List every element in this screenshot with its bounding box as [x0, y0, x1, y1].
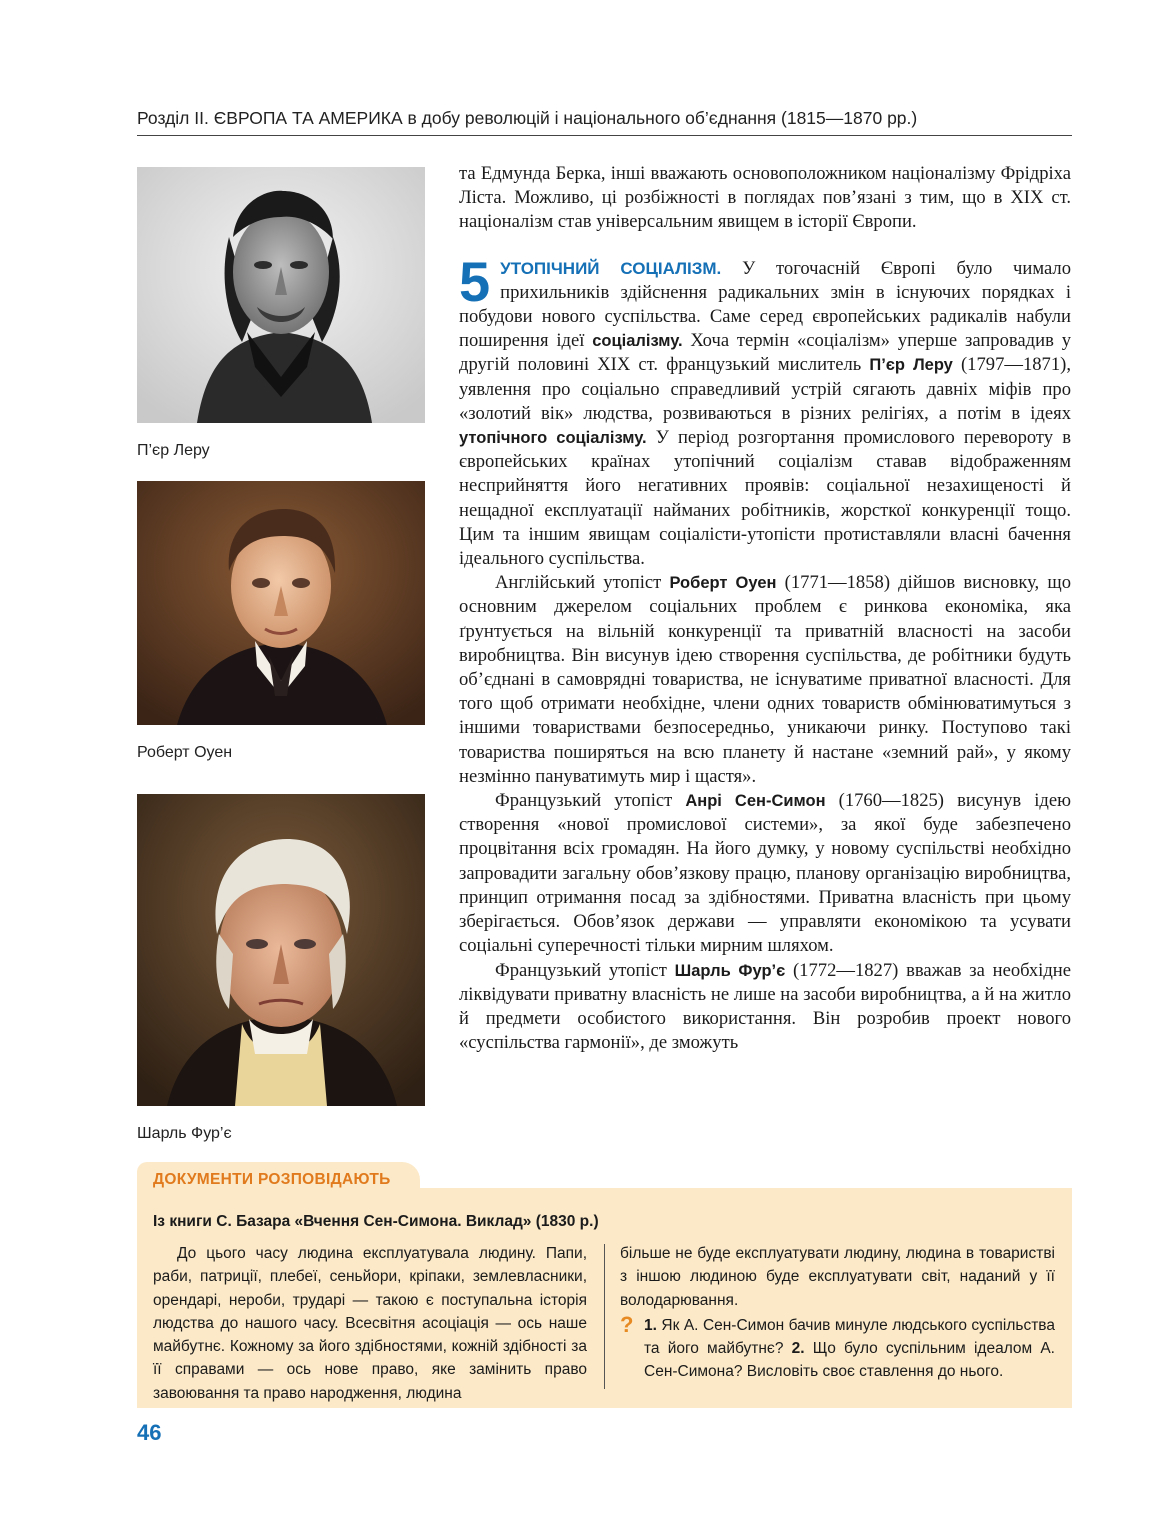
document-title: Із книги С. Базара «Вчення Сен-Симона. Виклад» (1830 р.)	[153, 1213, 599, 1230]
documents-box	[137, 1188, 1072, 1408]
name-saint-simon: Анрі Сен-Симон	[685, 792, 826, 811]
socialism-paragraph: 5 УТОПІЧНИЙ СОЦІАЛІЗМ. У тогочасній Європі було чимало прихильників здійснення радикальних змін в існуючих порядках і побудови нового суспільства. Саме серед європейських радикалів набули поширення ідеї соціалізму. Хоча термін «соціалізм» уперше запровадив у другій половині ХІХ ст. французький мислитель П’єр Леру (1797—1871), уявлення про соціально справедливий устрій сягають давніх міфів про «золотий вік» людства, розвиваються в різних релігіях, а потім в ідеях утопічного соціалізму. У період розгортання промислового перевороту в європейських країнах утопічний соціалізм ставав відображенням несприйняття його негативних проявів: соціальної незахищеності й нещадної експлуатації найманих робітників, жорсткої конкуренції тощо. Цим та іншим явищам соціалісти-утопісти протиставляли власні бачення ідеального суспільства.	[459, 249, 1071, 570]
questions-block	[620, 1311, 1055, 1384]
main-text-column	[459, 162, 1071, 1055]
saint-simon-paragraph: Французький утопіст Анрі Сен-Симон (1760—1825) висунув ідею створення «нової промислової системи», за якої буде забезпечено процвітання всіх громадян. На його думку, у новому суспільстві необхідно запровадити загальну обов’язкову працю, планову організацію виробництва, принцип отримання посад за здібностями. Приватна власність при цьому зберігається. Обов’язок держави — управляти економікою та усувати соціальні суперечності тільки мирним шляхом.	[459, 790, 1071, 957]
page-number: 46	[137, 1420, 162, 1445]
question-1-text: Як А. Сен-Симон бачив минуле людського суспільства та його майбутнє?	[644, 1316, 1055, 1358]
intro-paragraph: та Едмунда Берка, інші вважають основоположником націоналізму Фрідріха Ліста. Можливо, ці розбіжності в поглядах пов’язані з тим, що в ХІХ ст. націоналізм став універсальним явищем в історії Європи.	[459, 163, 1071, 233]
portrait-caption: Роберт Оуен	[137, 744, 233, 761]
portrait-charles-fourier	[137, 794, 425, 1106]
name-robert-owen: Роберт Оуен	[669, 574, 777, 593]
column-divider	[604, 1244, 605, 1389]
question-mark-icon: ?	[620, 1311, 634, 1337]
name-fourier: Шарль Фур’є	[674, 961, 786, 980]
document-text-continued: більше не буде експлуатувати людину, людина в товаристві з іншою людиною буде експлуатувати світ, наданий у її володарювання.	[620, 1245, 1055, 1309]
section-title: УТОПІЧНИЙ СОЦІАЛІЗМ.	[500, 258, 722, 278]
running-header: Розділ ІІ. ЄВРОПА ТА АМЕРИКА в добу революцій і національного об’єднання (1815—1870 рр.)	[137, 108, 918, 128]
documents-tab-label: ДОКУМЕНТИ РОЗПОВІДАЮТЬ	[153, 1171, 391, 1188]
portrait-pierre-leroux	[137, 167, 425, 423]
question-1-number: 1.	[644, 1316, 657, 1334]
portrait-caption: П’єр Леру	[137, 442, 210, 459]
portrait-robert-owen	[137, 481, 425, 725]
section-number: 5	[459, 249, 491, 313]
header-divider	[137, 135, 1072, 136]
document-text-right	[620, 1242, 1055, 1384]
question-2-number: 2.	[791, 1340, 805, 1358]
term-utopian-socialism: утопічного соціалізму.	[459, 429, 647, 448]
document-text-left: До цього часу людина експлуатувала людину. Папи, раби, патриції, плебеї, сеньйори, кріпаки, землевласники, орендарі, нероби, трударі — такою є поступальна історія людства до нашого часу. Всесвітня асоціація — ось наше майбутнє. Кожному за його здібностями, кожній здібності за її справами — ось нове право, яке замінить право завоювання та право народження, людина	[153, 1245, 587, 1402]
owen-paragraph: Англійський утопіст Роберт Оуен (1771—1858) дійшов висновку, що основним джерелом соціальних проблем є ринкова економіка, яка ґрунтується на вільній конкуренції та приватній власності на засоби виробництва. Він висунув ідею створення суспільства, де робітники будуть об’єднані в самоврядні товариства, не існуватиме приватної власності. Для того щоб отримати необхідне, члени одних товариств обмінюватимуться з іншими товариствами безпосередньо, уникаючи ринку. Поступово такі товариства поширяться на всю планету й настане «земний рай», у якому незмінно пануватимуть мир і щастя».	[459, 572, 1071, 787]
portrait-caption: Шарль Фур’є	[137, 1125, 232, 1142]
fourier-paragraph: Французький утопіст Шарль Фур’є (1772—1827) вважав за необхідне ліквідувати приватну власність не лише на засоби виробництва, а й на житло й предмети особистого використання. Він розробив проект нового «суспільства гармонії», де зможуть	[459, 959, 1072, 1054]
term-socialism: соціалізму.	[592, 332, 683, 351]
question-2-text: Що було суспільним ідеалом А. Сен-Симона? Висловіть своє ставлення до нього.	[644, 1340, 1055, 1381]
name-pierre-leroux: П’єр Леру	[869, 356, 953, 375]
